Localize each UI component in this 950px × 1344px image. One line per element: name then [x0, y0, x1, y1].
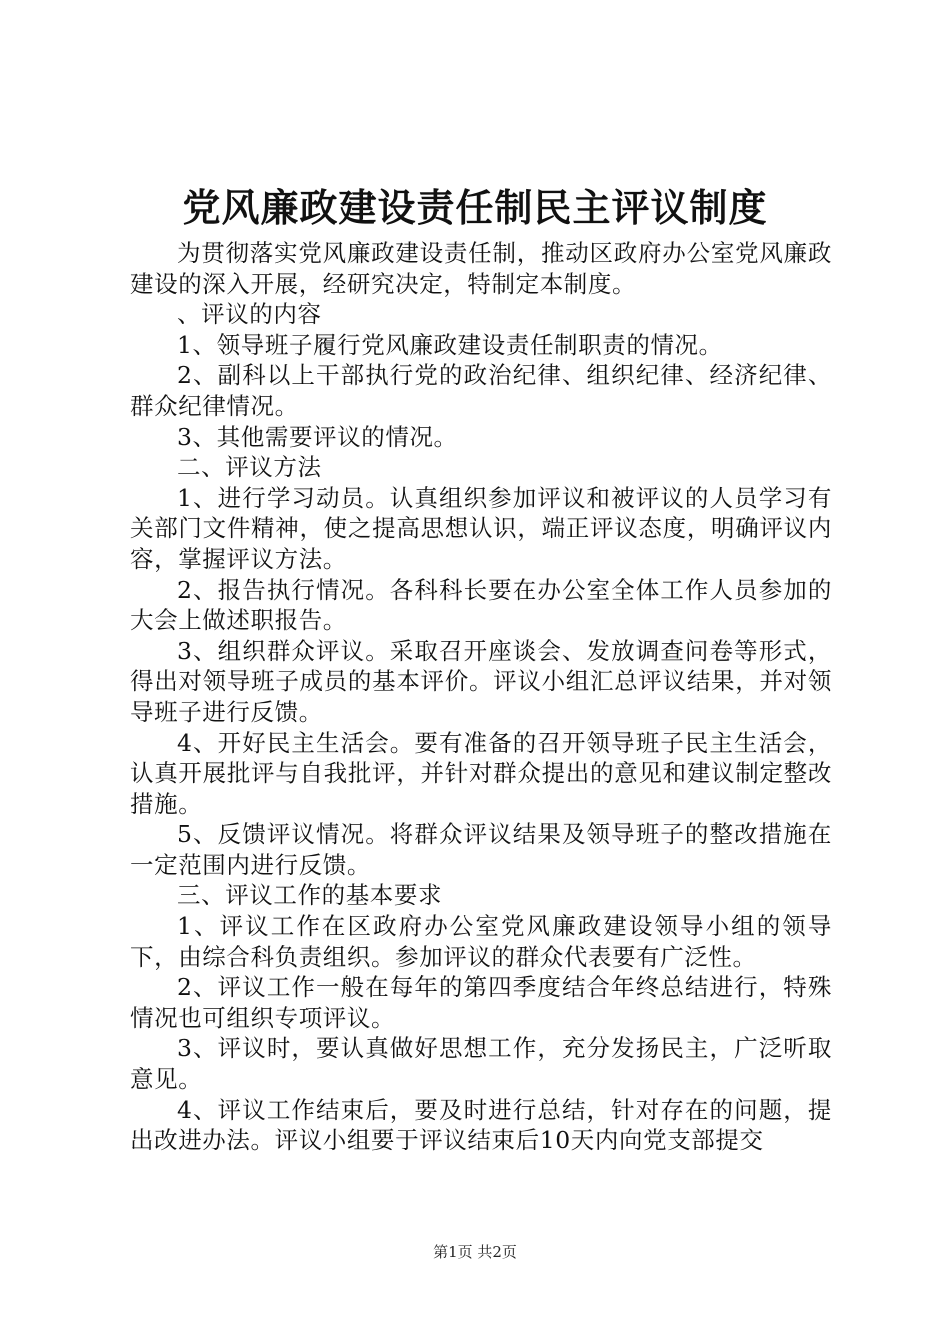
- list-item: 5、反馈评议情况。将群众评议结果及领导班子的整改措施在一定范围内进行反馈。: [130, 820, 832, 879]
- list-item: 1、领导班子履行党风廉政建设责任制职责的情况。: [177, 330, 723, 359]
- section-heading-3: 三、评议工作的基本要求: [177, 881, 443, 910]
- document-body: [130, 238, 832, 1156]
- list-item: 2、评议工作一般在每年的第四季度结合年终总结进行，特殊情况也可组织专项评议。: [130, 973, 832, 1032]
- list-item: 1、进行学习动员。认真组织参加评议和被评议的人员学习有关部门文件精神，使之提高思想认识，端正评议态度，明确评议内容，掌握评议方法。: [130, 483, 832, 573]
- list-item: 2、副科以上干部执行党的政治纪律、组织纪律、经济纪律、群众纪律情况。: [130, 361, 832, 420]
- section-heading-1: 、评议的内容: [177, 300, 322, 329]
- list-item: 4、开好民主生活会。要有准备的召开领导班子民主生活会，认真开展批评与自我批评，并针对群众提出的意见和建议制定整改措施。: [130, 728, 832, 818]
- list-item: 3、评议时，要认真做好思想工作，充分发扬民主，广泛听取意见。: [130, 1034, 832, 1094]
- list-item: 2、报告执行情况。各科科长要在办公室全体工作人员参加的大会上做述职报告。: [130, 575, 832, 635]
- page-number: 第1页 共2页: [433, 1243, 517, 1261]
- list-item: 4、评议工作结束后，要及时进行总结，针对存在的问题，提出改进办法。评议小组要于评议结束后10天内向党支部提交: [130, 1095, 832, 1155]
- section-heading-2: 二、评议方法: [177, 453, 322, 482]
- list-item: 3、其他需要评议的情况。: [177, 422, 458, 451]
- list-item: 1、评议工作在区政府办公室党风廉政建设领导小组的领导下，由综合科负责组织。参加评议的群众代表要有广泛性。: [130, 912, 832, 971]
- list-item: 3、组织群众评议。采取召开座谈会、发放调查问卷等形式，得出对领导班子成员的基本评价。评议小组汇总评议结果，并对领导班子进行反馈。: [130, 636, 832, 726]
- page-title: 党风廉政建设责任制民主评议制度: [182, 185, 768, 230]
- intro-paragraph: 为贯彻落实党风廉政建设责任制，推动区政府办公室党风廉政建设的深入开展，经研究决定，特制定本制度。: [130, 239, 832, 298]
